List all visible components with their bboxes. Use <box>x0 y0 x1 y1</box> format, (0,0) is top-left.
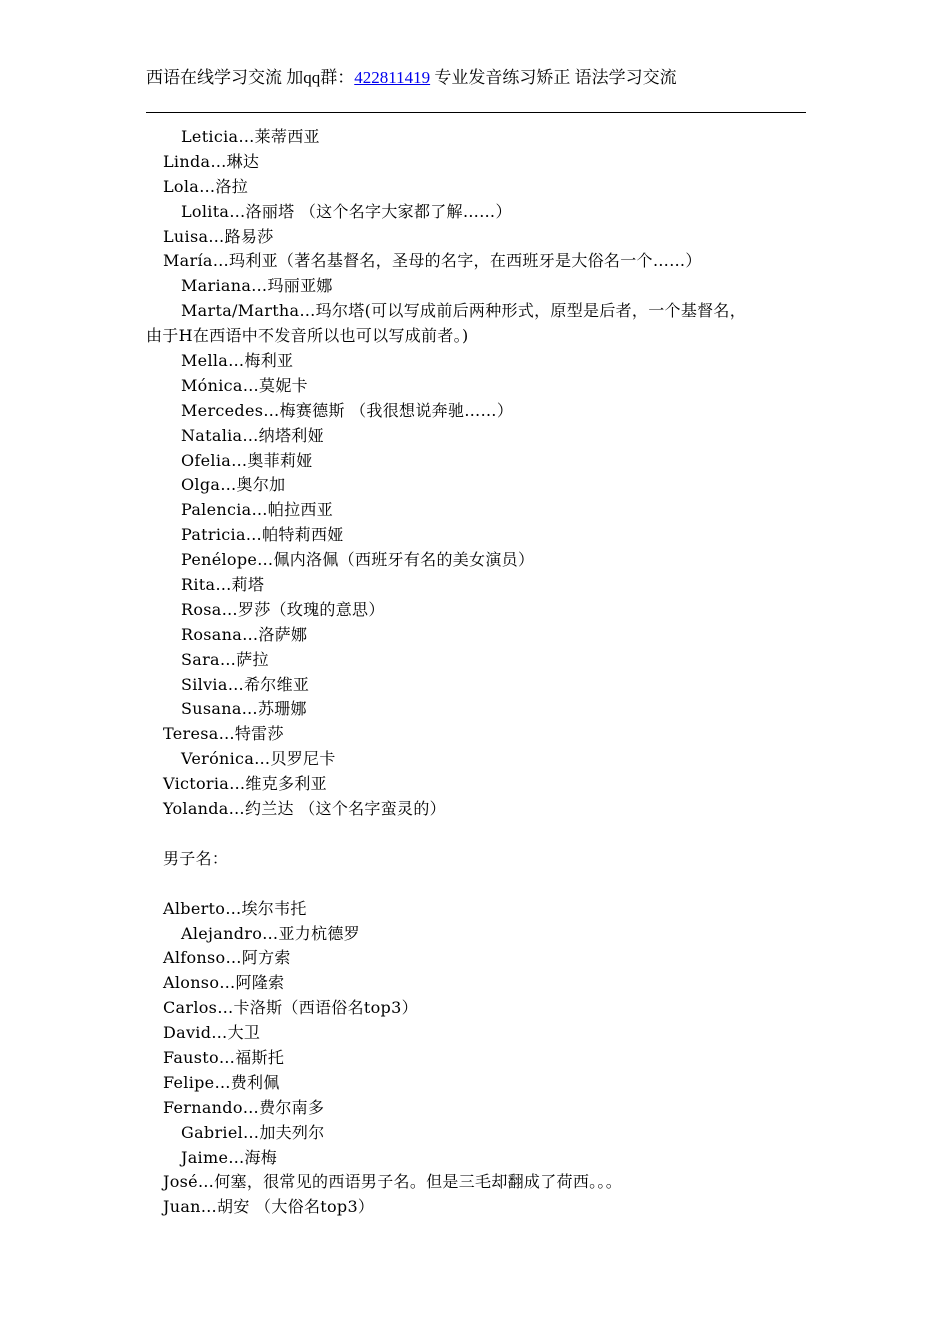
list-item: Alberto…埃尔韦托 <box>163 898 307 918</box>
list-item: Patricia…帕特莉西娅 <box>181 525 344 545</box>
list-item: Fausto…福斯托 <box>163 1047 285 1067</box>
header-suffix: 专业发音练习矫正 语法学习交流 <box>430 68 677 87</box>
list-item: Olga…奥尔加 <box>181 475 286 495</box>
list-item: Alfonso…阿方索 <box>163 948 291 968</box>
list-item: Linda…琳达 <box>163 151 260 171</box>
list-item: David…大卫 <box>163 1023 261 1043</box>
spacer <box>146 822 808 847</box>
list-item: Mella…梅利亚 <box>181 351 294 371</box>
list-item: Gabriel…加夫列尔 <box>181 1122 325 1142</box>
list-item: Alonso…阿隆索 <box>163 973 285 993</box>
page-header <box>146 66 806 90</box>
list-item: Penélope…佩内洛佩（西班牙有名的美女演员） <box>181 550 535 570</box>
section-heading-male-names: 男子名： <box>163 848 229 868</box>
document-body <box>146 125 808 1220</box>
list-item: Rosana…洛萨娜 <box>181 624 308 644</box>
list-item: Carlos…卡洛斯（西语俗名top3） <box>163 998 418 1018</box>
list-item: Jaime…海梅 <box>181 1147 278 1167</box>
list-item: Natalia…纳塔利娅 <box>181 425 324 445</box>
list-item: Susana…苏珊娜 <box>181 699 307 719</box>
list-item: María…玛利亚（著名基督名，圣母的名字，在西班牙是大俗名一个……） <box>163 251 702 271</box>
list-item: Yolanda…约兰达 （这个名字蛮灵的） <box>163 799 446 819</box>
list-item: Rosa…罗莎（玫瑰的意思） <box>181 599 385 619</box>
list-item: Verónica…贝罗尼卡 <box>181 749 336 769</box>
list-item: Palencia…帕拉西亚 <box>181 500 333 520</box>
list-item: Fernando…费尔南多 <box>163 1097 325 1117</box>
list-item: Juan…胡安 （大俗名top3） <box>163 1197 375 1217</box>
male-names-list <box>146 897 808 1221</box>
list-item: Lola…洛拉 <box>163 176 249 196</box>
header-prefix: 西语在线学习交流 加qq群： <box>146 68 355 87</box>
qq-group-link[interactable]: 422811419 <box>354 68 431 87</box>
list-item: Mónica…莫妮卡 <box>181 375 308 395</box>
list-item: Victoria…维克多利亚 <box>163 774 327 794</box>
female-names-list <box>146 125 808 822</box>
list-item: Luisa…路易莎 <box>163 226 274 246</box>
header-divider <box>146 112 806 113</box>
list-item-continuation: 由于H在西语中不发音所以也可以写成前者。) <box>146 326 469 346</box>
spacer <box>146 872 808 897</box>
list-item: Lolita…洛丽塔 （这个名字大家都了解……） <box>181 201 512 221</box>
list-item: Sara…萨拉 <box>181 649 269 669</box>
list-item: Ofelia…奥菲莉娅 <box>181 450 313 470</box>
list-item: Leticia…莱蒂西亚 <box>181 127 320 146</box>
list-item: Felipe…费利佩 <box>163 1072 280 1092</box>
list-item: Marta/Martha…玛尔塔(可以写成前后两种形式，原型是后者，一个基督名， <box>181 301 747 321</box>
list-item: Alejandro…亚力杭德罗 <box>181 923 360 943</box>
list-item: Mariana…玛丽亚娜 <box>181 276 333 296</box>
list-item: José…何塞，很常见的西语男子名。但是三毛却翻成了荷西。。。 <box>163 1172 623 1192</box>
list-item: Teresa…特雷莎 <box>163 724 284 744</box>
list-item: Silvia…希尔维亚 <box>181 674 310 694</box>
list-item: Rita…莉塔 <box>181 575 265 595</box>
list-item: Mercedes…梅赛德斯 （我很想说奔驰……） <box>181 400 514 420</box>
